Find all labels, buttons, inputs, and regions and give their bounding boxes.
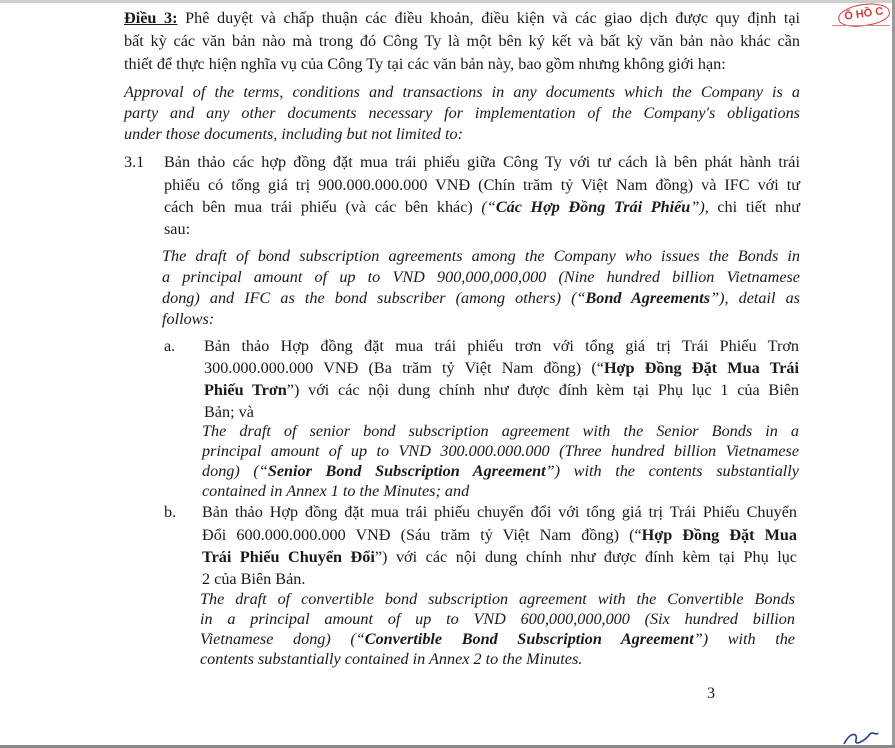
item-a-marker: a.	[164, 337, 176, 355]
article-en-line-1: Approval of the terms, conditions and transactions in any documents which the Company is a	[124, 83, 800, 101]
stamp-underline	[832, 25, 890, 26]
item-b-en-line-4: contents substantially contained in Annex 2 to the Minutes.	[200, 650, 583, 668]
stamp-text: Ố HỒ C	[843, 5, 885, 23]
item-a-vn-line-4: Bản; và	[204, 403, 254, 421]
item-a-vn-line-2: 300.000.000.000 VNĐ (Ba trăm tỷ Việt Nam đồng) (“Hợp Đồng Đặt Mua Trái	[204, 359, 799, 377]
item-a-vn-line-1: Bản thảo Hợp đồng đặt mua trái phiếu trơn với tổng giá trị Trái Phiếu Trơn	[204, 337, 799, 355]
section-en-line-1: The draft of bond subscription agreements among the Company who issues the Bonds in	[162, 247, 800, 265]
article-vn-line-2: bất kỳ các văn bản nào mà trong đó Công Ty là một bên ký kết và bất kỳ văn bản nào khác cần	[124, 32, 800, 50]
article-vn-line-3: thiết để thực hiện nghĩa vụ của Công Ty tại các văn bản này, bao gồm nhưng không giới hạn:	[124, 55, 726, 73]
item-a-en-line-3: dong) (“Senior Bond Subscription Agreement”) with the contents substantially	[202, 462, 799, 480]
item-a-vn-line-3: Phiếu Trơn”) với các nội dung chính như được đính kèm tại Phụ lục 1 của Biên	[204, 381, 799, 399]
convertible-agreement-vn-term: Hợp Đồng Đặt Mua	[641, 526, 797, 544]
section-vn-line-4: sau:	[164, 220, 191, 238]
section-vn-line-3: cách bên mua trái phiếu (và các bên khác) (“Các Hợp Đồng Trái Phiếu”), chi tiết như	[164, 198, 800, 216]
section-number: 3.1	[124, 153, 145, 171]
item-b-en-line-3: Vietnamese dong) (“Convertible Bond Subscription Agreement”) with the	[200, 630, 795, 648]
signature-mark	[840, 728, 880, 748]
section-vn-line-1: Bản thảo các hợp đồng đặt mua trái phiếu giữa Công Ty với tư cách là bên phát hành trái	[164, 153, 800, 171]
section-en-line-3: dong) and IFC as the bond subscriber (among others) (“Bond Agreements”), detail as	[162, 289, 800, 307]
page-number: 3	[707, 685, 715, 702]
senior-agreement-vn-term: Hợp Đồng Đặt Mua Trái	[603, 359, 799, 377]
article-en-line-2: party and any other documents necessary for implementation of the Company's obligations	[124, 104, 800, 122]
item-b-en-line-1: The draft of convertible bond subscription agreement with the Convertible Bonds	[200, 590, 795, 608]
item-b-marker: b.	[164, 503, 177, 521]
article-vn-line-1: Điều 3: Phê duyệt và chấp thuận các điều khoản, điều kiện và các giao dịch được quy định tại	[124, 9, 801, 27]
item-b-vn-line-1: Bản thảo Hợp đồng đặt mua trái phiếu chuyển đổi với tổng giá trị Trái Phiếu Chuyển	[202, 503, 797, 521]
convertible-agreement-en-term: Convertible Bond Subscription Agreement	[364, 630, 694, 648]
item-b-vn-line-3: Trái Phiếu Chuyển Đổi”) với các nội dung chính như được đính kèm tại Phụ lục	[202, 548, 797, 566]
senior-agreement-en-term: Senior Bond Subscription Agreement	[267, 462, 546, 480]
item-a-en-line-2: principal amount of up to VND 300.000.000.000 (Three hundred billion Vietnamese	[202, 442, 799, 460]
item-a-en-line-1: The draft of senior bond subscription agreement with the Senior Bonds in a	[202, 422, 799, 440]
bond-agreements-en-term: Bond Agreements	[585, 289, 711, 307]
bond-agreements-vn-term: Các Hợp Đồng Trái Phiếu	[495, 198, 691, 216]
item-b-vn-line-4: 2 của Biên Bản.	[202, 570, 306, 588]
item-b-vn-line-2: Đổi 600.000.000.000 VNĐ (Sáu trăm tỷ Việt Nam đồng) (“Hợp Đồng Đặt Mua	[202, 526, 797, 544]
article-en-line-3: under those documents, including but not limited to:	[124, 125, 463, 143]
item-b-en-line-2: in a principal amount of up to VND 600,000,000,000 (Six hundred billion	[200, 610, 795, 628]
item-a-en-line-4: contained in Annex 1 to the Minutes; and	[202, 482, 470, 500]
page-top-edge	[0, 0, 895, 3]
article-heading: Điều 3:	[124, 9, 178, 27]
section-vn-line-2: phiếu có tổng giá trị 900.000.000.000 VNĐ (Chín trăm tỷ Việt Nam đồng) và IFC với tư	[164, 176, 800, 194]
section-en-line-4: follows:	[162, 310, 215, 328]
section-en-line-2: a principal amount of up to VND 900,000,000,000 (Nine hundred billion Vietnamese	[162, 268, 800, 286]
